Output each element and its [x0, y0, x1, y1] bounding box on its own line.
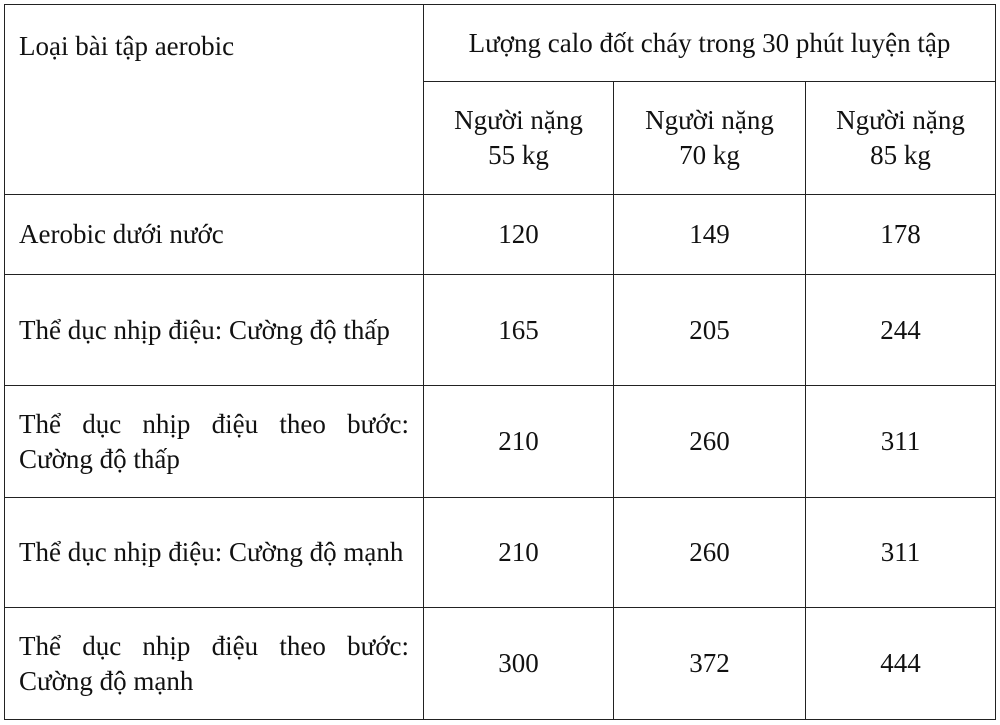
calorie-value-55kg: 210 [424, 498, 614, 608]
calorie-value-85kg: 178 [806, 195, 996, 275]
calorie-table-container [4, 4, 995, 719]
weight-header-label: Người nặng [454, 105, 583, 135]
calorie-table [4, 4, 996, 720]
calorie-value-70kg: 260 [614, 386, 806, 498]
weight-header-55kg [424, 82, 614, 195]
weight-header-value: 55 kg [488, 140, 549, 170]
calorie-value-55kg: 210 [424, 386, 614, 498]
table-row [5, 498, 996, 608]
weight-header-value: 70 kg [679, 140, 740, 170]
calorie-value-85kg: 244 [806, 275, 996, 386]
activity-name: Thể dục nhịp điệu theo bước: Cường độ thấp [5, 386, 424, 498]
weight-header-value: 85 kg [870, 140, 931, 170]
weight-header-label: Người nặng [645, 105, 774, 135]
calorie-value-55kg: 165 [424, 275, 614, 386]
table-row [5, 195, 996, 275]
activity-name: Thể dục nhịp điệu: Cường độ thấp [5, 275, 424, 386]
weight-header-label: Người nặng [836, 105, 965, 135]
calorie-value-55kg: 300 [424, 608, 614, 720]
table-row [5, 275, 996, 386]
calorie-value-85kg: 311 [806, 498, 996, 608]
calorie-group-header: Lượng calo đốt cháy trong 30 phút luyện tập [424, 5, 996, 82]
weight-header-85kg [806, 82, 996, 195]
calorie-value-70kg: 149 [614, 195, 806, 275]
calorie-value-55kg: 120 [424, 195, 614, 275]
activity-name: Thể dục nhịp điệu: Cường độ mạnh [5, 498, 424, 608]
header-row-group [5, 5, 996, 82]
activity-column-header: Loại bài tập aerobic [5, 5, 424, 195]
calorie-value-85kg: 444 [806, 608, 996, 720]
weight-header-70kg [614, 82, 806, 195]
calorie-value-70kg: 260 [614, 498, 806, 608]
calorie-value-85kg: 311 [806, 386, 996, 498]
calorie-value-70kg: 372 [614, 608, 806, 720]
calorie-value-70kg: 205 [614, 275, 806, 386]
activity-name: Aerobic dưới nước [5, 195, 424, 275]
table-row [5, 608, 996, 720]
activity-name: Thể dục nhịp điệu theo bước: Cường độ mạnh [5, 608, 424, 720]
table-row [5, 386, 996, 498]
